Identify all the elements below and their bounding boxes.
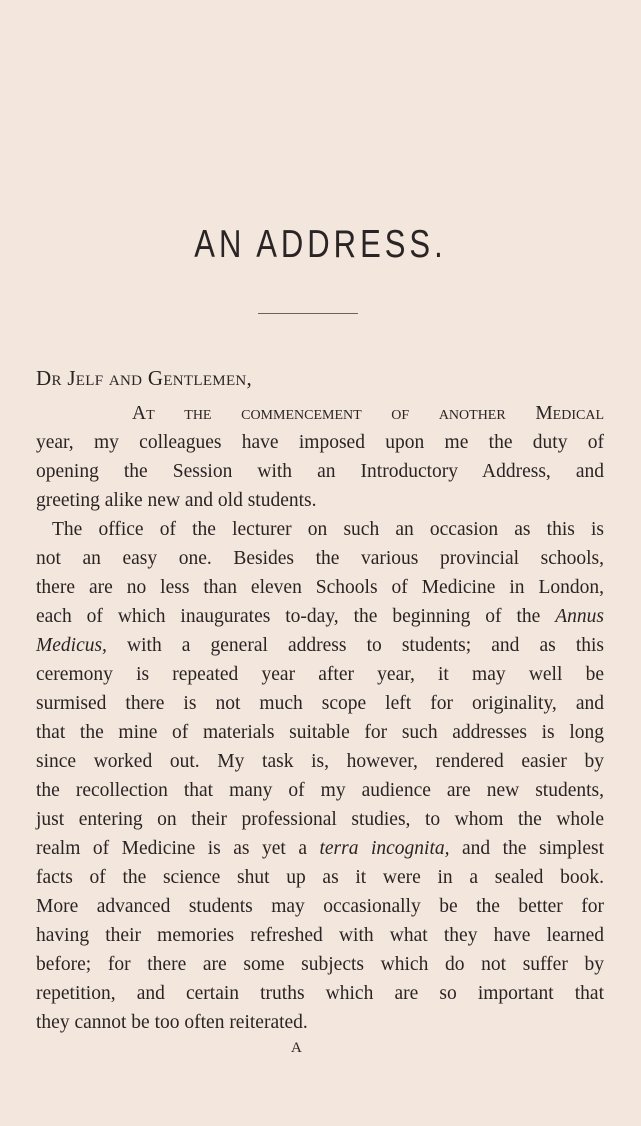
text-line: The office of the lecturer on such an occasion as this is xyxy=(52,519,604,540)
page-title: AN ADDRESS. xyxy=(194,222,447,266)
body-text xyxy=(36,399,604,1037)
italic-term: Annus xyxy=(555,606,604,627)
text-line: the recollection that many of my audience are new students, xyxy=(36,780,604,801)
text-line: Medicus, with a general address to students; and as this xyxy=(36,635,604,656)
text-line: before; for there are some subjects which do not suffer by xyxy=(36,954,604,975)
italic-term: Medicus, xyxy=(36,635,107,656)
text-line: having their memories refreshed with what they have learned xyxy=(36,925,604,946)
text-line: repetition, and certain truths which are so important that xyxy=(36,983,604,1004)
text-line: realm of Medicine is as yet a terra incognita, and the simplest xyxy=(36,838,604,859)
text-line: not an easy one. Besides the various provincial schools, xyxy=(36,548,604,569)
salutation-text: Dr Jelf and Gentlemen, xyxy=(36,366,253,390)
title-divider xyxy=(258,313,358,314)
text-line: year, my colleagues have imposed upon me the duty of xyxy=(36,432,604,453)
signature-mark: A xyxy=(291,1040,302,1056)
italic-term: terra incognita, xyxy=(319,838,450,859)
text-line: At the commencement of another Medical xyxy=(132,403,604,424)
text-line: opening the Session with an Introductory Address, and xyxy=(36,461,604,482)
text-line: since worked out. My task is, however, rendered easier by xyxy=(36,751,604,772)
text-line: each of which inaugurates to-day, the beginning of the Annus xyxy=(36,606,604,627)
text-line: there are no less than eleven Schools of Medicine in London, xyxy=(36,577,604,598)
text-line: surmised there is not much scope left for originality, and xyxy=(36,693,604,714)
text-line: that the mine of materials suitable for such addresses is long xyxy=(36,722,604,743)
text-line: ceremony is repeated year after year, it may well be xyxy=(36,664,604,685)
text-line: More advanced students may occasionally be the better for xyxy=(36,896,604,917)
text-line: greeting alike new and old students. xyxy=(36,490,317,511)
text-line: they cannot be too often reiterated. xyxy=(36,1012,308,1033)
text-line: just entering on their professional studies, to whom the whole xyxy=(36,809,604,830)
text-line: facts of the science shut up as it were in a sealed book. xyxy=(36,867,604,888)
salutation xyxy=(36,366,252,391)
